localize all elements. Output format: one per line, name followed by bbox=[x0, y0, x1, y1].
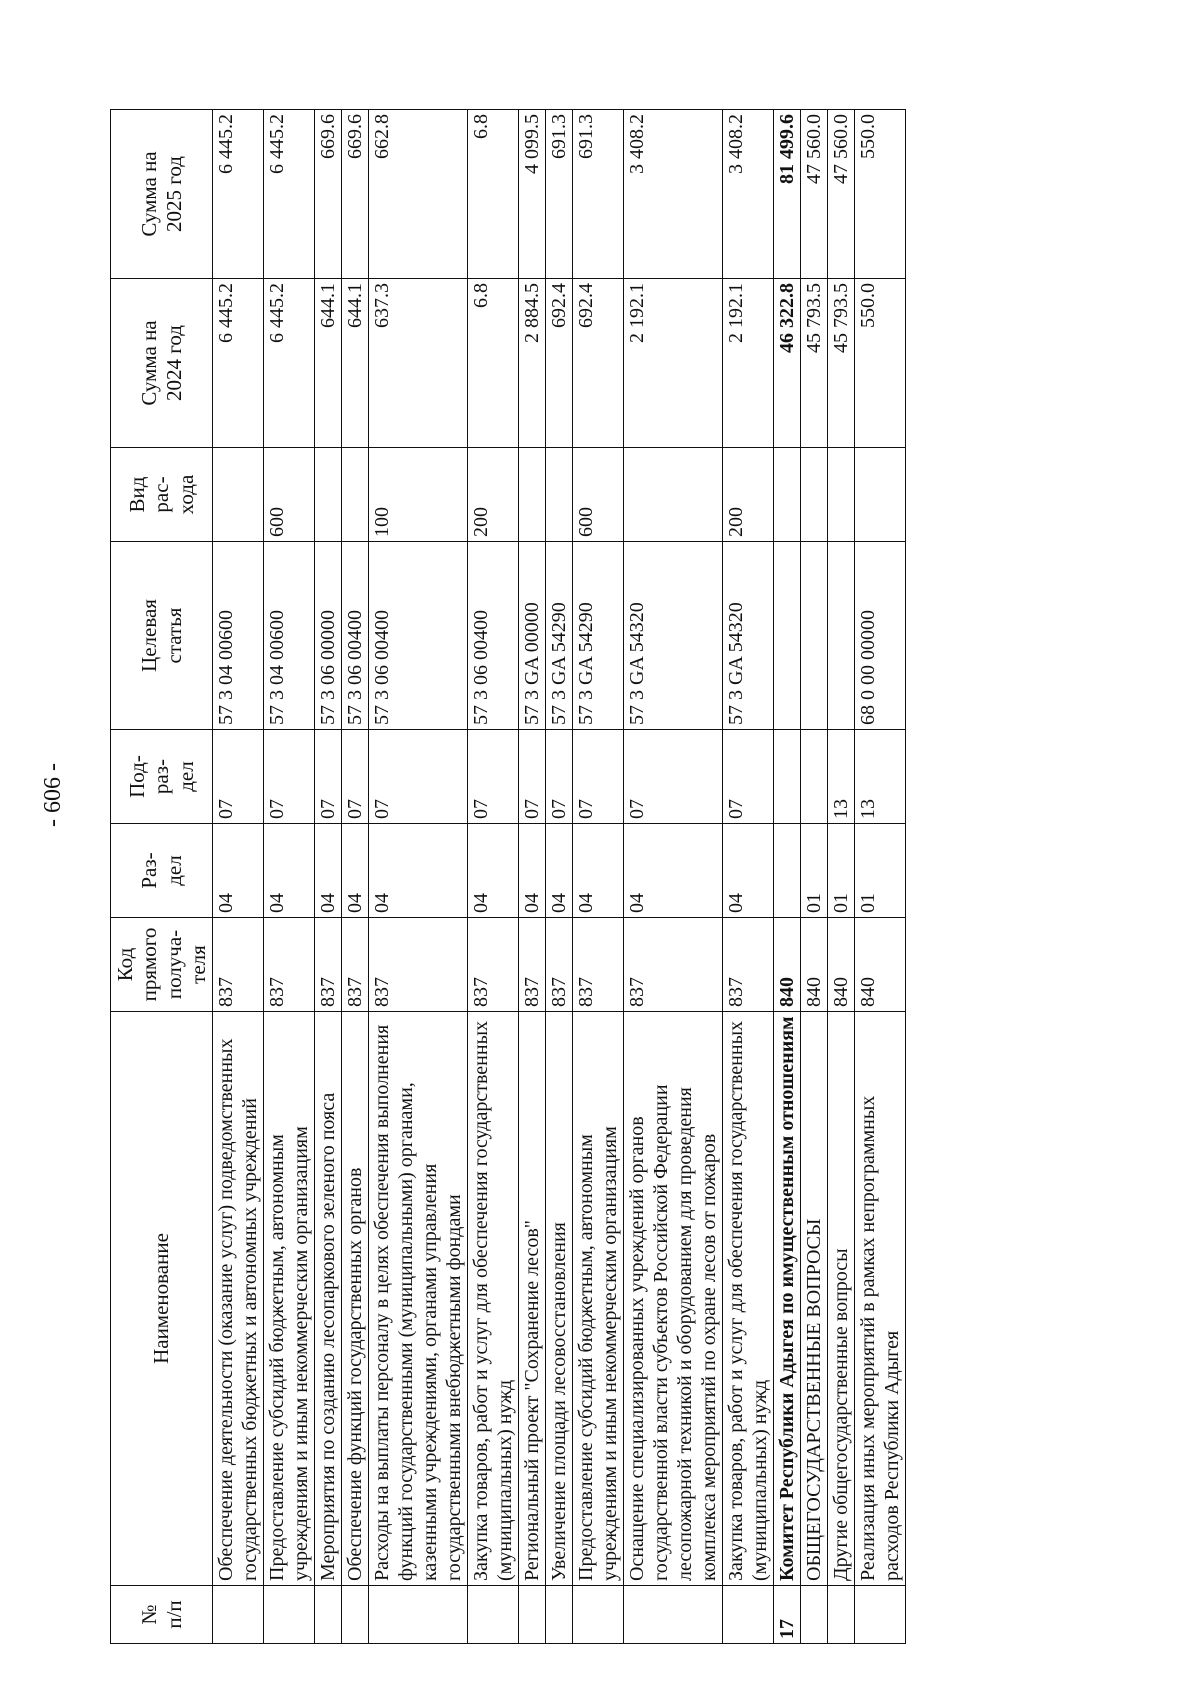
table-row bbox=[369, 110, 468, 1644]
cell-section: 04 bbox=[723, 824, 774, 918]
cell-target: 57 3 06 00400 bbox=[468, 542, 519, 730]
cell-section: 01 bbox=[801, 824, 828, 918]
cell-num bbox=[624, 1586, 723, 1644]
cell-section: 04 bbox=[264, 824, 315, 918]
cell-sum-2025: 550.0 bbox=[855, 110, 906, 279]
table-row bbox=[828, 110, 855, 1644]
header-target: Целевая статья bbox=[111, 542, 213, 730]
budget-table bbox=[110, 109, 906, 1644]
cell-subsection: 07 bbox=[264, 730, 315, 824]
cell-target: 57 3 04 00600 bbox=[264, 542, 315, 730]
cell-section: 04 bbox=[546, 824, 573, 918]
cell-sum-2025: 6 445.2 bbox=[264, 110, 315, 279]
cell-sum-2025: 669.6 bbox=[342, 110, 369, 279]
cell-num bbox=[264, 1586, 315, 1644]
cell-name: ОБЩЕГОСУДАРСТВЕННЫЕ ВОПРОСЫ bbox=[801, 1012, 828, 1586]
cell-expense bbox=[213, 448, 264, 542]
cell-section: 04 bbox=[519, 824, 546, 918]
cell-expense bbox=[774, 448, 801, 542]
cell-subsection: 07 bbox=[624, 730, 723, 824]
cell-section: 04 bbox=[573, 824, 624, 918]
cell-code: 837 bbox=[468, 918, 519, 1012]
table-row bbox=[801, 110, 828, 1644]
cell-expense bbox=[801, 448, 828, 542]
cell-expense bbox=[546, 448, 573, 542]
cell-target: 57 3 GA 00000 bbox=[519, 542, 546, 730]
cell-name: Закупка товаров, работ и услуг для обеспечения государственных (муниципальных) нужд bbox=[723, 1012, 774, 1586]
cell-code: 837 bbox=[369, 918, 468, 1012]
cell-target: 57 3 GA 54320 bbox=[624, 542, 723, 730]
cell-subsection: 07 bbox=[342, 730, 369, 824]
cell-sum-2024: 45 793.5 bbox=[828, 279, 855, 448]
cell-subsection: 07 bbox=[519, 730, 546, 824]
table-row bbox=[519, 110, 546, 1644]
cell-code: 840 bbox=[774, 918, 801, 1012]
cell-sum-2025: 47 560.0 bbox=[828, 110, 855, 279]
rotated-table-wrapper bbox=[110, 110, 1080, 1644]
cell-num bbox=[213, 1586, 264, 1644]
cell-name: Реализация иных мероприятий в рамках непрограммных расходов Республики Адыгея bbox=[855, 1012, 906, 1586]
cell-name: Расходы на выплаты персоналу в целях обеспечения выполнения функций государственными (муниципальными) органами, казенными учреждениями, органами управления государственными внебюджетными фондами bbox=[369, 1012, 468, 1586]
cell-section: 04 bbox=[468, 824, 519, 918]
cell-num bbox=[315, 1586, 342, 1644]
cell-target: 57 3 06 00000 bbox=[315, 542, 342, 730]
cell-expense: 200 bbox=[723, 448, 774, 542]
cell-sum-2025: 691.3 bbox=[573, 110, 624, 279]
cell-code: 837 bbox=[264, 918, 315, 1012]
cell-subsection: 07 bbox=[468, 730, 519, 824]
cell-target bbox=[801, 542, 828, 730]
cell-expense bbox=[855, 448, 906, 542]
cell-sum-2024: 6 445.2 bbox=[264, 279, 315, 448]
cell-target bbox=[828, 542, 855, 730]
cell-subsection: 07 bbox=[369, 730, 468, 824]
table-row bbox=[468, 110, 519, 1644]
cell-target: 68 0 00 00000 bbox=[855, 542, 906, 730]
cell-sum-2025: 3 408.2 bbox=[723, 110, 774, 279]
cell-section: 04 bbox=[624, 824, 723, 918]
header-sum-2024: Сумма на 2024 год bbox=[111, 279, 213, 448]
table-row bbox=[213, 110, 264, 1644]
table-row bbox=[624, 110, 723, 1644]
table-row bbox=[546, 110, 573, 1644]
cell-name: Обеспечение деятельности (оказание услуг) подведомственных государственных бюджетных и автономных учреждений bbox=[213, 1012, 264, 1586]
cell-expense bbox=[342, 448, 369, 542]
cell-code: 840 bbox=[855, 918, 906, 1012]
cell-sum-2024: 2 192.1 bbox=[723, 279, 774, 448]
table-row bbox=[723, 110, 774, 1644]
cell-section: 04 bbox=[342, 824, 369, 918]
cell-section: 04 bbox=[315, 824, 342, 918]
cell-num bbox=[546, 1586, 573, 1644]
cell-name: Комитет Республики Адыгея по имущественным отношениям bbox=[774, 1012, 801, 1586]
cell-subsection: 07 bbox=[723, 730, 774, 824]
cell-sum-2025: 4 099.5 bbox=[519, 110, 546, 279]
cell-name: Закупка товаров, работ и услуг для обеспечения государственных (муниципальных) нужд bbox=[468, 1012, 519, 1586]
cell-target: 57 3 06 00400 bbox=[369, 542, 468, 730]
cell-sum-2024: 46 322.8 bbox=[774, 279, 801, 448]
cell-code: 840 bbox=[801, 918, 828, 1012]
cell-section: 04 bbox=[369, 824, 468, 918]
cell-section: 04 bbox=[213, 824, 264, 918]
cell-num bbox=[519, 1586, 546, 1644]
header-subsection: Под- раз- дел bbox=[111, 730, 213, 824]
cell-target: 57 3 04 00600 bbox=[213, 542, 264, 730]
cell-sum-2024: 2 192.1 bbox=[624, 279, 723, 448]
cell-section bbox=[774, 824, 801, 918]
cell-code: 840 bbox=[828, 918, 855, 1012]
cell-subsection: 07 bbox=[315, 730, 342, 824]
cell-sum-2025: 6 445.2 bbox=[213, 110, 264, 279]
cell-sum-2024: 644.1 bbox=[315, 279, 342, 448]
cell-subsection bbox=[801, 730, 828, 824]
cell-code: 837 bbox=[213, 918, 264, 1012]
cell-section: 01 bbox=[828, 824, 855, 918]
cell-code: 837 bbox=[723, 918, 774, 1012]
cell-sum-2024: 644.1 bbox=[342, 279, 369, 448]
cell-sum-2025: 81 499.6 bbox=[774, 110, 801, 279]
cell-code: 837 bbox=[519, 918, 546, 1012]
table-row bbox=[264, 110, 315, 1644]
cell-name: Обеспечение функций государственных органов bbox=[342, 1012, 369, 1586]
header-section: Раз- дел bbox=[111, 824, 213, 918]
cell-target bbox=[774, 542, 801, 730]
cell-expense bbox=[519, 448, 546, 542]
cell-target: 57 3 GA 54320 bbox=[723, 542, 774, 730]
cell-subsection bbox=[774, 730, 801, 824]
cell-expense bbox=[828, 448, 855, 542]
cell-subsection: 07 bbox=[573, 730, 624, 824]
cell-expense: 600 bbox=[573, 448, 624, 542]
cell-sum-2025: 3 408.2 bbox=[624, 110, 723, 279]
cell-num: 17 bbox=[774, 1586, 801, 1644]
cell-sum-2025: 6.8 bbox=[468, 110, 519, 279]
header-code: Код прямого получа- теля bbox=[111, 918, 213, 1012]
cell-num bbox=[573, 1586, 624, 1644]
cell-name: Предоставление субсидий бюджетным, автономным учреждениям и иным некоммерческим организациям bbox=[264, 1012, 315, 1586]
cell-sum-2025: 47 560.0 bbox=[801, 110, 828, 279]
cell-code: 837 bbox=[342, 918, 369, 1012]
cell-sum-2025: 691.3 bbox=[546, 110, 573, 279]
cell-subsection: 13 bbox=[828, 730, 855, 824]
cell-sum-2024: 2 884.5 bbox=[519, 279, 546, 448]
cell-code: 837 bbox=[315, 918, 342, 1012]
cell-sum-2024: 45 793.5 bbox=[801, 279, 828, 448]
cell-name: Другие общегосударственные вопросы bbox=[828, 1012, 855, 1586]
header-name: Наименование bbox=[111, 1012, 213, 1586]
cell-sum-2024: 6 445.2 bbox=[213, 279, 264, 448]
cell-num bbox=[468, 1586, 519, 1644]
cell-code: 837 bbox=[546, 918, 573, 1012]
cell-code: 837 bbox=[573, 918, 624, 1012]
cell-sum-2024: 692.4 bbox=[573, 279, 624, 448]
cell-sum-2025: 662.8 bbox=[369, 110, 468, 279]
cell-section: 01 bbox=[855, 824, 906, 918]
cell-num bbox=[801, 1586, 828, 1644]
cell-code: 837 bbox=[624, 918, 723, 1012]
cell-name: Оснащение специализированных учреждений органов государственной власти субъектов Российской Федерации лесопожарной техникой и оборудованием для проведения комплекса мероприятий по охране лесов от пожаров bbox=[624, 1012, 723, 1586]
cell-expense: 200 bbox=[468, 448, 519, 542]
cell-num bbox=[828, 1586, 855, 1644]
cell-expense bbox=[624, 448, 723, 542]
cell-target: 57 3 GA 54290 bbox=[573, 542, 624, 730]
table-body bbox=[213, 110, 906, 1644]
table-row bbox=[573, 110, 624, 1644]
cell-target: 57 3 GA 54290 bbox=[546, 542, 573, 730]
header-num: № п/п bbox=[111, 1586, 213, 1644]
table-row bbox=[774, 110, 801, 1644]
cell-name: Региональный проект "Сохранение лесов" bbox=[519, 1012, 546, 1586]
cell-num bbox=[723, 1586, 774, 1644]
table-row bbox=[315, 110, 342, 1644]
cell-subsection: 13 bbox=[855, 730, 906, 824]
cell-sum-2024: 637.3 bbox=[369, 279, 468, 448]
cell-expense bbox=[315, 448, 342, 542]
cell-sum-2024: 692.4 bbox=[546, 279, 573, 448]
cell-num bbox=[342, 1586, 369, 1644]
cell-name: Увеличение площади лесовосстановления bbox=[546, 1012, 573, 1586]
cell-target: 57 3 06 00400 bbox=[342, 542, 369, 730]
cell-name: Предоставление субсидий бюджетным, автономным учреждениям и иным некоммерческим организациям bbox=[573, 1012, 624, 1586]
page-number: - 606 - bbox=[40, 763, 66, 827]
cell-subsection: 07 bbox=[213, 730, 264, 824]
cell-num bbox=[855, 1586, 906, 1644]
table-row bbox=[342, 110, 369, 1644]
cell-sum-2024: 6.8 bbox=[468, 279, 519, 448]
cell-sum-2025: 669.6 bbox=[315, 110, 342, 279]
table-header-row bbox=[111, 110, 213, 1644]
cell-subsection: 07 bbox=[546, 730, 573, 824]
header-sum-2025: Сумма на 2025 год bbox=[111, 110, 213, 279]
cell-expense: 600 bbox=[264, 448, 315, 542]
cell-sum-2024: 550.0 bbox=[855, 279, 906, 448]
header-expense: Вид рас- хода bbox=[111, 448, 213, 542]
cell-num bbox=[369, 1586, 468, 1644]
table-row bbox=[855, 110, 906, 1644]
cell-expense: 100 bbox=[369, 448, 468, 542]
cell-name: Мероприятия по созданию лесопаркового зеленого пояса bbox=[315, 1012, 342, 1586]
